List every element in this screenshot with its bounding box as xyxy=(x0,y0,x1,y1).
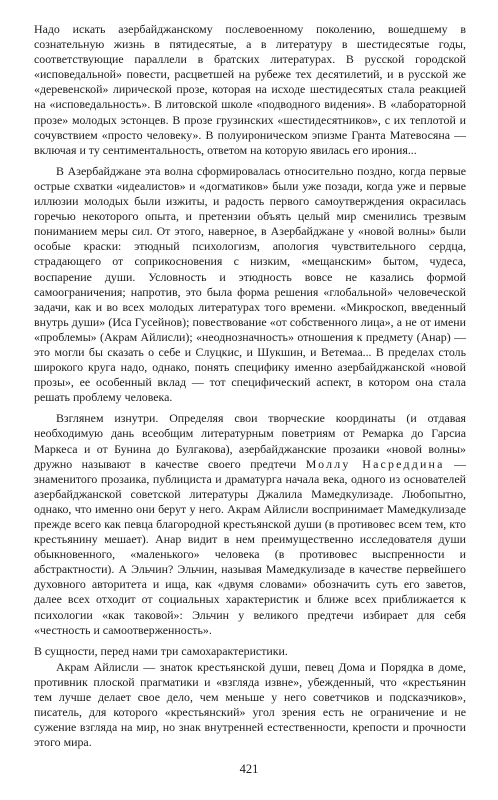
paragraph-intro: Надо искать азербайджанскому послевоенному поколению, вошедшему в сознательную жизнь в пятидесятые, а в литературу в шестидесятые годы, соответствующие параллели в братских литературах. В русской городской «исповедальной» повести, расцветшей на рубеже тех десятилетий, и в русской же «деревенской» лирической прозе, которая на исходе шестидесятых стала реакцией на «исповедальность». В литовской школе «подводного видения». В «лабораторной прозе» молодых эстонцев. В прозе грузинских «шестидесятников», с их теплотой и сочувствием «просто человеку». В полуироническом эпизме Гранта Матевосяна — включая и ту сентиментальность, ответом на которую явилась его ирония... xyxy=(34,22,466,157)
page-body xyxy=(34,22,466,782)
paragraph-akram-ailisli: Акрам Айлисли — знаток крестьянской души, певец Дома и Порядка в доме, противник плоской прагматики и «взгляда извне», убежденный, что «крестьянин тем лучше делает свое дело, чем меньше у него советчиков и подсказчиков», писатель, для которого «крестьянский» угол зрения есть не ограничение и не сужение взгляда на мир, но знак внутренней естественности, крепости и прочности этого мира. xyxy=(34,659,466,750)
paragraph-three-self-portraits: В сущности, перед нами три самохарактеристики. xyxy=(34,643,288,658)
paragraph-inside-view-start: Взглянем изнутри. Определяя свои творческие координаты (и отдавая необходимую дань всеобщим литературным поветриям от Ремарка до Гарсиа Маркеса и от Бунина до Булгакова), азербайджанские прозаики «новой волны» дружно называют в качестве своего предтечи xyxy=(34,411,466,471)
paragraph-inside-view-rest: — знаменитого прозаика, публициста и драматурга начала века, одного из основателей азербайджанской советской литературы Джалила Мамедкулизаде. Любопытно, однако, что именно они берут у него. Акрам Айлисли воспринимает Мамедкулизаде прежде всего как певца благородной крестьянской души (в противовес всем тем, кто крестьянину мешает). Анар видит в нем преимущественно исследователя души обыкновенного, «маленького» человека (в противовес выспренности и абстрактности). А Эльчин? Эльчин, называя Мамедкулизаде в качестве первейшего духовного авторитета и ища, как «двумя словами» обозначить суть его заветов, далее всех отходит от социальных характеристик и ближе всех приближается к психологии «как таковой»: Эльчин у великого предтечи избирает для себя «честность и самоотверженность». xyxy=(34,456,466,637)
paragraph-inside-view xyxy=(34,411,466,637)
spaced-name-molla-nasreddin: Моллу Насреддина xyxy=(305,456,445,471)
page-number: 421 xyxy=(239,762,259,776)
paragraph-azerbaijan-wave: В Азербайджане эта волна сформировалась относительно поздно, когда первые острые схватки «идеалистов» и «догматиков» были уже позади, когда уже и первые иллюзии молодых были изжиты, и радость первого самоутверждения окрасилась горечью некоторого опыта, и претензии объять целый мир сменились трезвым пониманием меры сил. От этого, наверное, в Азербайджане у «новой волны» были особые краски: этюдный психологизм, апология чувствительного сердца, страдающего от соприкосновения с низким, «мещанским» бытом, чудеса, воспарение души. Условность и этюдность вовсе не казались формой самоограничения; напротив, это была форма решения «глобальной» человеческой задачи, как и во всех молодых литературах того времени. «Микроскоп, введенный внутрь души» (Иса Гусейнов); повествование «от собственного лица», а не от имени «проблемы» (Акрам Айлисли); «неоднозначность» отношения к предмету (Анар) — это могли бы сказать о себе и Слуцкис, и Шукшин, и Ветемаа... В пределах столь широкого круга надо, однако, понять специфику именно азербайджанской «новой прозы», ее особенный вклад — тот специфический аспект, в котором она стала решать проблему человека. xyxy=(34,163,466,405)
